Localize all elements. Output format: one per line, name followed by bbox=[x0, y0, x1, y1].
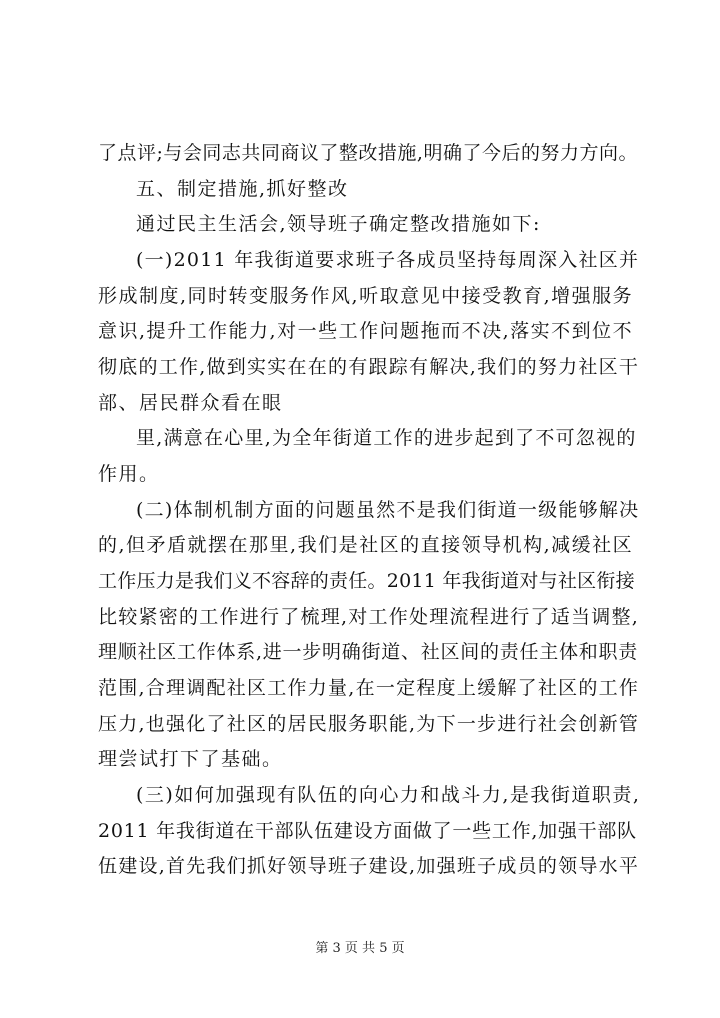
body-line: 作用。 bbox=[98, 463, 160, 485]
body-line: 了点评;与会同志共同商议了整改措施,明确了今后的努力方向。 bbox=[98, 142, 638, 164]
body-line: 通过民主生活会,领导班子确定整改措施如下: bbox=[136, 213, 541, 235]
body-line: 伍建设,首先我们抓好领导班子建设,加强班子成员的领导水平 bbox=[98, 855, 640, 877]
item-heading: (二)体制机制方面的问题虽然不是我们街道一级能够解决 bbox=[136, 499, 640, 521]
body-line: 形成制度,同时转变服务作风,听取意见中接受教育,增强服务 bbox=[98, 285, 634, 307]
body-line: 理顺社区工作体系,进一步明确街道、社区间的责任主体和职责 bbox=[98, 641, 639, 663]
body-line: 比较紧密的工作进行了梳理,对工作处理流程进行了适当调整, bbox=[98, 606, 640, 628]
body-line: 意识,提升工作能力,对一些工作问题拖而不决,落实不到位不 bbox=[98, 320, 634, 342]
body-line: 压力,也强化了社区的居民服务职能,为下一步进行社会创新管 bbox=[98, 713, 640, 735]
page-number-footer: 第 3 页 共 5 页 bbox=[315, 941, 405, 956]
item-heading: (三)如何加强现有队伍的向心力和战斗力,是我街道职责, bbox=[136, 784, 641, 806]
section-heading: 五、制定措施,抓好整改 bbox=[136, 178, 349, 200]
body-line: 里,满意在心里,为全年街道工作的进步起到了不可忽视的 bbox=[136, 427, 637, 449]
body-line: 2011 年我街道在干部队伍建设方面做了一些工作,加强干部队 bbox=[98, 820, 637, 842]
item-heading: (一)2011 年我街道要求班子各成员坚持每周深入社区并 bbox=[136, 249, 640, 271]
body-line: 工作压力是我们义不容辞的责任。2011 年我街道对与社区衔接 bbox=[98, 570, 635, 592]
body-line: 范围,合理调配社区工作力量,在一定程度上缓解了社区的工作 bbox=[98, 677, 640, 699]
body-line: 彻底的工作,做到实实在在的有跟踪有解决,我们的努力社区干 bbox=[98, 356, 640, 378]
body-line: 理尝试打下了基础。 bbox=[98, 748, 283, 770]
body-line: 部、居民群众看在眼 bbox=[98, 392, 283, 414]
body-line: 的,但矛盾就摆在那里,我们是社区的直接领导机构,减缓社区 bbox=[98, 534, 634, 556]
